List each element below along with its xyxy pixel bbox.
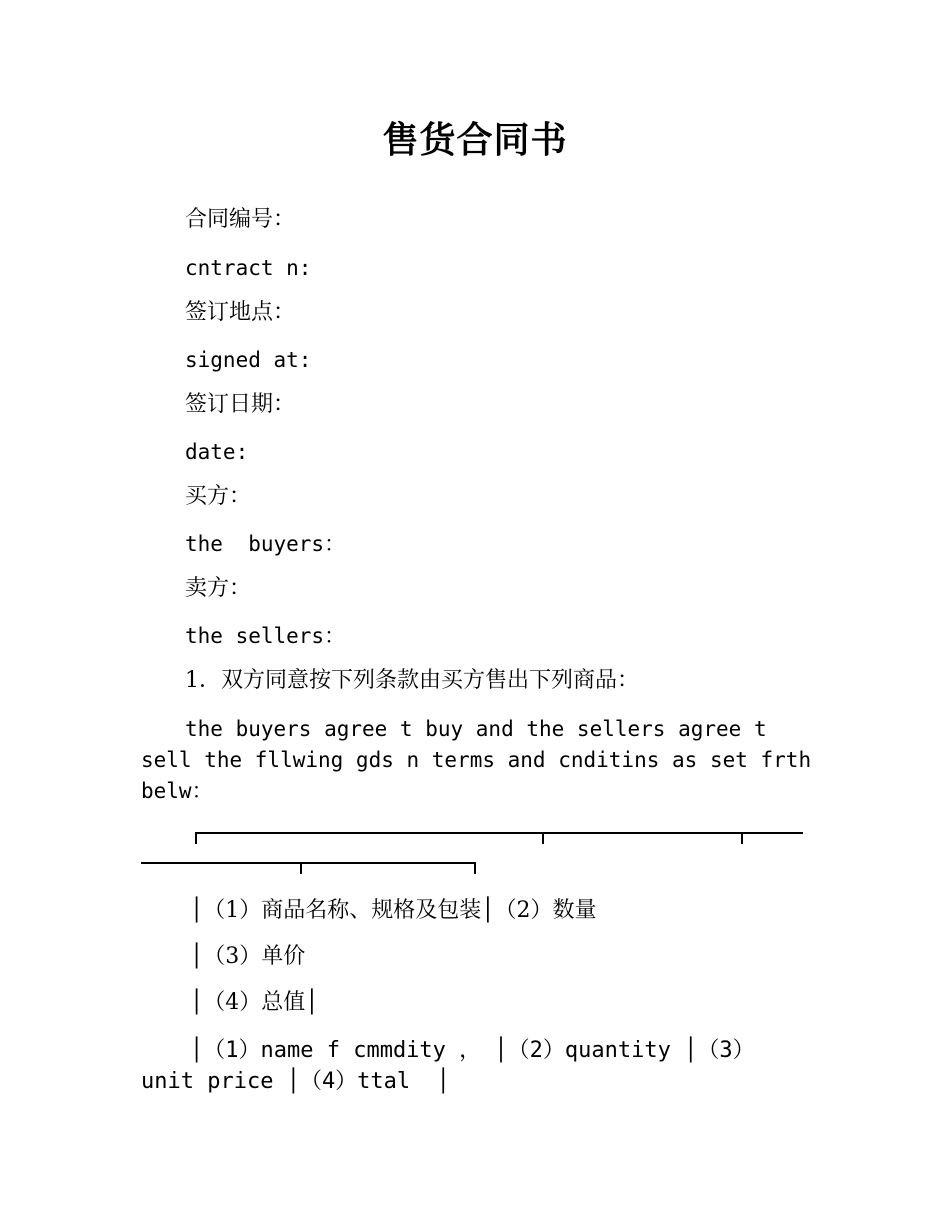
signed-place-label-en: signed at: bbox=[185, 348, 312, 372]
table-header-row-en-line-1: │（1）name f cmmdity ， │（2）quantity │（3） bbox=[190, 1038, 755, 1063]
clause-1-english-line-2: sell the fllwing gds n terms and cnditins as set frth bbox=[141, 748, 812, 772]
clause-1-english-line-1: the buyers agree t buy and the sellers agree t bbox=[185, 717, 767, 741]
table-header-row-cn-2: │（3）单价 bbox=[190, 944, 306, 969]
document-title: 售货合同书 bbox=[382, 120, 568, 161]
signed-place-label-cn: 签订地点： bbox=[185, 300, 296, 325]
seller-label-en: the sellers： bbox=[185, 624, 346, 648]
table-header-row-cn-3: │（4）总值│ bbox=[190, 990, 319, 1015]
contract-number-label-en: cntract n: bbox=[185, 256, 312, 280]
signed-date-label-en: date: bbox=[185, 440, 249, 464]
contract-number-label-cn: 合同编号： bbox=[185, 207, 296, 232]
buyer-label-cn: 买方： bbox=[185, 484, 252, 509]
table-header-row-en-line-2: unit price │（4）ttal │ bbox=[141, 1069, 450, 1094]
signed-date-label-cn: 签订日期： bbox=[185, 392, 296, 417]
buyer-label-en: the buyers： bbox=[185, 532, 346, 556]
seller-label-cn: 卖方： bbox=[185, 576, 252, 601]
table-header-row-cn-1: │（1）商品名称、规格及包装│（2）数量 bbox=[190, 898, 597, 923]
clause-1-chinese: 1．双方同意按下列条款由买方售出下列商品： bbox=[185, 668, 639, 693]
clause-1-english-line-3: belw： bbox=[141, 779, 213, 803]
